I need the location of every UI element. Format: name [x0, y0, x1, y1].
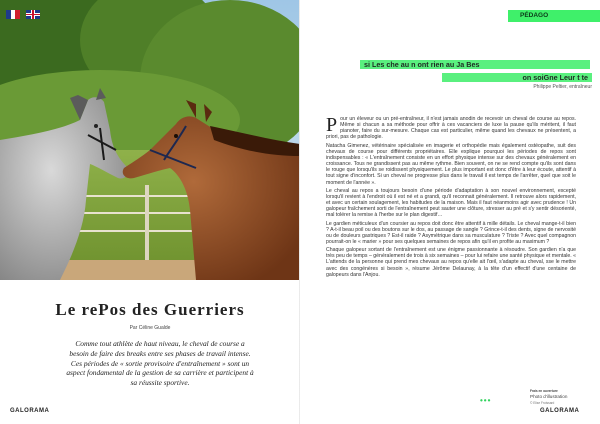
horses-illustration [0, 0, 300, 280]
drop-cap: P [326, 114, 338, 136]
body-paragraph: Natacha Gimenez, vétérinaire spécialisée en imagerie et orthopédie mais également ostéopathe, suit des chevaux de course pour différents propriétaires. Elle explique pourquoi les périodes de repos sont indispensables : « L'entraînement consiste en un effort physique intense sur des chevaux généralement en croissance. Tous ne grandissent pas au même rythme. Bien souvent, on ne se rend compte qu'ils sont dans le rouge que lorsqu'ils se roidissent physiquement. Le plus important est donc d'être à leur écoute, attentif à tout signe d'inconfort. Si un cheval ne progresse plus dans le travail il est temps de l'arrêter, quel que soit le moment de l'année ». [326, 142, 576, 186]
pull-quote-line-1: si Les che au n ont rien au Ja Bes [360, 60, 590, 69]
magazine-logo: GALORAMA [10, 408, 50, 414]
right-page [300, 0, 600, 424]
pull-quote [360, 60, 592, 86]
flag-stripe-red [15, 10, 20, 19]
article-byline: Par Céline Gualde [129, 325, 171, 331]
flag-cross-v-red [32, 10, 34, 19]
french-flag-icon[interactable] [6, 10, 20, 19]
pull-quote-line-2: on soiGne Leur t te [442, 73, 592, 82]
body-paragraph: Le cheval au repos a toujours besoin d'une période d'adaptation à son nouvel environnement, excepté lorsqu'il revient à l'endroit où il est né et a grandi, qu'il reconnait généralement. Il retrouve alors rapidement, et avec un certain soulagement, les habitudes de la maison. Mais il faut néanmoins agir avec prudence ! Un galopeur fraîchement sorti de l'entraînement peut sauter une clôture, stresser au pré et s'y sentir désorienté, mal tolérer la remise à l'herbe sur le plan digestif… [326, 187, 576, 219]
paragraph-text: our un éleveur ou un pré-entraîneur, il n'est jamais anodin de recevoir un cheval de course au repos. Même si chacun a sa méthode pour offrir à ces vacanciers de luxe la pause qu'ils méritent, il faut pianoter, faire du sur-mesure. Chaque cas est particulier, même quand les chevaux ne présentent, a priori, pas de pathologie. [326, 116, 576, 141]
horses-photo [0, 0, 300, 280]
body-paragraph [326, 116, 576, 141]
continue-dots: ••• [480, 396, 492, 405]
uk-flag-icon[interactable] [26, 10, 40, 19]
article-body [326, 116, 576, 280]
caption-small: Frais en ouverture [530, 389, 558, 393]
body-paragraph: Le gardien méticuleux d'un coursier au repos doit donc être attentif à mille détails. Le cheval mange-t-il bien ? A-t-il beau poil ou des boutons sur le dos, au passage de sangle ? Grince-t-il des dents, signe de nervosité ou de douleurs gastriques ? Est-il raide ? Asymétrique dans sa musculature ? Triste ? Avec quel compagnon pourrait-on le « marier » pour ses quelques semaines de repos afin qu'il en profite au maximum ? [326, 220, 576, 245]
section-rubric: PÉDAGO [508, 10, 600, 22]
body-paragraph: Chaque galopeur sortant de l'entraînement est une énigme passionnante à résoudre. Son gardien n'a que très peu de temps – généralement de trois à six semaines – pour lui refaire une santé physique et mentale. « L'attends de la personne qui prend mes chevaux au repos qu'elle ait l'œil, s'adapte au cheval, sse le mettre avec des congénères si besoin », résume Jérôme Delaunay, à la tête d'un effectif d'une centaine de galopeurs dans l'Anjou. [326, 247, 577, 278]
magazine-logo-right: GALORAMA [540, 408, 580, 414]
caption-main: Photo d'illustration [530, 394, 568, 399]
pull-quote-author: Philippe Peltier, entraîneur [533, 84, 592, 90]
caption-credit: © Elise Froissard [530, 401, 555, 405]
article-title: Le rePos des Guerriers [55, 300, 245, 319]
photo-caption [530, 388, 594, 406]
article-lead: Comme tout athlète de haut niveau, le cheval de course a besoin de faire des breaks entre ses phases de travail intense. Ces périodes de « sortie provisoire d'entraînement » sont un aspect fondamental de la gestion de sa carrière et participent à sa réussite sportive. [66, 339, 254, 388]
